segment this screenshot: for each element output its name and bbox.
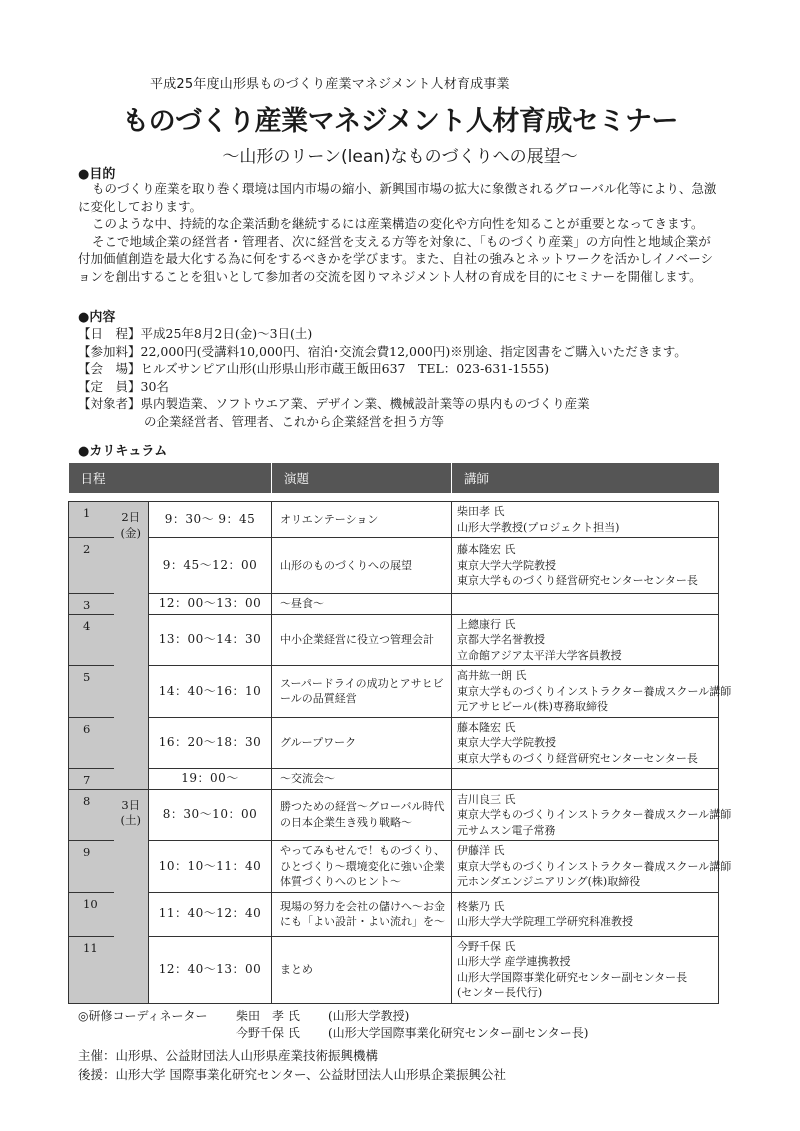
lecturer-line: 伊藤洋 氏: [457, 844, 505, 857]
lecturer-line: 東京大学大学院教授: [457, 736, 557, 749]
session-lecturer: [452, 666, 732, 718]
session-topic: やってみもせんで！ものづくり、ひとづくり～環境変化に強い企業体質づくりへのヒント～: [272, 841, 452, 893]
lecturer-line: 元アサヒビール(株)専務取締役: [457, 700, 608, 713]
info-target: 【対象者】県内製造業、ソフトウエア業、デザイン業、機械設計業等の県内ものづくり産業 の企業経営者、管理者、これから企業経営を担う方等: [78, 396, 590, 429]
coordinator-row-2: 今野千保 氏 (山形大学国際事業化研究センター副センター長): [236, 1026, 589, 1040]
lecturer-line: 今野千保 氏: [457, 939, 516, 953]
session-topic: まとめ: [272, 936, 452, 1003]
col-header-topic: 演題: [272, 463, 452, 493]
session-number: 4: [69, 614, 114, 666]
coordinators: [78, 1008, 758, 1042]
lecturer-line: 高井紘一朗 氏: [457, 669, 527, 682]
curriculum-row: [69, 789, 719, 841]
purpose-text: [78, 180, 718, 285]
day-label-2: 3日 (土): [114, 789, 149, 1003]
session-time: 9：45～12：00: [149, 538, 272, 594]
session-topic: オリエンテーション: [272, 502, 452, 538]
session-topic: 中小企業経営に役立つ管理会計: [272, 614, 452, 666]
curriculum-table: [68, 463, 732, 1004]
curriculum-row: [69, 892, 719, 936]
col-header-lecturer: 講師: [452, 463, 719, 493]
session-lecturer: [452, 538, 719, 594]
lecturer-line: 藤本隆宏 氏: [457, 543, 516, 557]
curriculum-row: [69, 936, 719, 1003]
page-title: ものづくり産業マネジメント人材育成セミナー: [122, 106, 678, 137]
session-lecturer: [452, 936, 719, 1003]
session-topic: グループワーク: [272, 717, 452, 769]
session-number: 1: [69, 502, 114, 538]
session-number: 6: [69, 717, 114, 769]
session-lecturer: [452, 502, 719, 538]
lecturer-line: (センター長代行): [457, 986, 543, 999]
session-time: 13：00～14：30: [149, 614, 272, 666]
session-time: 9：30～ 9：45: [149, 502, 272, 538]
session-time: 14：40～16：10: [149, 666, 272, 718]
content-heading: ●内容: [78, 310, 116, 325]
project-name: 平成25年度山形県ものづくり産業マネジメント人材育成事業: [150, 77, 510, 92]
curriculum-row: [69, 841, 719, 893]
content-info: [78, 325, 738, 431]
session-number: 5: [69, 666, 114, 718]
session-number: 9: [69, 841, 114, 893]
session-lecturer: [452, 594, 719, 615]
lecturer-line: 東京大学ものづくり経営研究センターセンター長: [457, 574, 698, 588]
curriculum-row: [69, 594, 719, 615]
day-label-1: 2日 (金): [114, 502, 149, 790]
lecturer-line: 東京大学ものづくり経営研究センターセンター長: [457, 751, 698, 765]
purpose-paragraph-2: このような中、持続的な企業活動を継続するには産業構造の変化や方向性を知ることが重要となってきます。: [92, 216, 704, 231]
info-schedule: 【日 程】平成25年8月2日(金)～3日(土): [78, 326, 313, 341]
info-capacity: 【定 員】30名: [78, 378, 169, 394]
info-fee: 【参加料】22,000円(受講料10,000円、宿泊･交流会費12,000円)※別途、指定図書をご購入いただきます。: [78, 343, 687, 359]
lecturer-line: 京都大学名誉教授: [457, 633, 546, 646]
footer: [78, 1046, 506, 1084]
lecturer-line: 東京大学大学院教授: [457, 558, 557, 572]
curriculum-row: [69, 666, 719, 718]
lecturer-line: 山形大学教授(プロジェクト担当): [457, 520, 620, 534]
organizer: 主催：山形県、公益財団法人山形県産業技術振興機構: [78, 1048, 379, 1063]
lecturer-line: 柊紫乃 氏: [457, 899, 505, 913]
lecturer-line: 東京大学ものづくりインストラクター養成スクール講師: [457, 808, 732, 821]
session-number: 10: [69, 892, 114, 936]
session-topic: ～交流会～: [272, 769, 452, 790]
supporter: 後援：山形大学 国際事業化研究センター、公益財団法人山形県企業振興公社: [78, 1067, 506, 1082]
session-number: 8: [69, 789, 114, 841]
lecturer-line: 吉川良三 氏: [457, 792, 516, 806]
lecturer-line: 山形大学 産学連携教授: [457, 955, 571, 968]
curriculum-heading: ●カリキュラム: [78, 444, 168, 459]
curriculum-row: [69, 502, 719, 538]
lecturer-line: 山形大学大学院理工学研究科准教授: [457, 915, 634, 928]
session-topic: スーパードライの成功とアサヒビールの品質経営: [272, 666, 452, 718]
lecturer-line: 藤本隆宏 氏: [457, 720, 516, 734]
session-topic: 現場の努力を会社の儲けへ～お金にも「よい設計・よい流れ」を～: [272, 892, 452, 936]
session-time: 11：40～12：40: [149, 892, 272, 936]
lecturer-line: 東京大学ものづくりインストラクター養成スクール講師: [457, 684, 732, 698]
purpose-paragraph-1: ものづくり産業を取り巻く環境は国内市場の縮小、新興国市場の拡大に象徴されるグローバル化等により、急激に変化しております。: [78, 181, 717, 214]
curriculum-row: [69, 717, 719, 769]
curriculum-row: [69, 538, 719, 594]
session-lecturer: [452, 769, 719, 790]
session-lecturer: [452, 614, 719, 666]
lecturer-line: 元サムスン電子常務: [457, 823, 556, 837]
purpose-paragraph-3: そこで地域企業の経営者・管理者、次に経営を支える方等を対象に、「ものづくり産業」の方向性と地域企業が付加価値創造を最大化する為に何をするべきかを学びます。また、自社の強みとネットワークを活かしイノベーションを創出することを狙いとして参加者の交流を図りマネジメント人材の育成を目的にセミナーを開催します。: [78, 233, 714, 284]
curriculum-row: [69, 614, 719, 666]
lecturer-line: 立命館アジア太平洋大学客員教授: [457, 648, 622, 662]
curriculum-body: [69, 502, 732, 1004]
purpose-heading: ●目的: [78, 167, 116, 182]
lecturer-line: 山形大学国際事業化研究センター副センター長: [457, 970, 688, 984]
session-number: 7: [69, 769, 114, 790]
session-topic: 山形のものづくりへの展望: [272, 538, 452, 594]
session-time: 19：00～: [149, 769, 272, 790]
coordinator-row-1: ◎研修コーディネーター 柴田 孝 氏 (山形大学教授): [78, 1009, 410, 1023]
lecturer-line: 上總康行 氏: [457, 617, 516, 631]
table-header: [69, 463, 719, 493]
session-time: 12：00～13：00: [149, 594, 272, 615]
session-time: 16：20～18：30: [149, 717, 272, 769]
session-time: 10：10～11：40: [149, 841, 272, 893]
lecturer-line: 東京大学ものづくりインストラクター養成スクール講師: [457, 859, 732, 873]
session-lecturer: [452, 789, 732, 841]
page-subtitle: ～山形のリーン(lean)なものづくりへの展望～: [222, 147, 578, 167]
session-time: 12：40～13：00: [149, 936, 272, 1003]
session-lecturer: [452, 841, 732, 893]
session-lecturer: [452, 717, 719, 769]
info-venue: 【会 場】ヒルズサンピア山形(山形県山形市蔵王飯田637 TEL：023-631-1555): [78, 361, 550, 377]
lecturer-line: 元ホンダエンジニアリング(株)取締役: [457, 875, 641, 888]
session-topic: ～昼食～: [272, 594, 452, 615]
session-lecturer: [452, 892, 719, 936]
session-number: 2: [69, 538, 114, 594]
session-number: 11: [69, 936, 114, 1003]
session-topic: 勝つための経営～グローバル時代の日本企業生き残り戦略～: [272, 789, 452, 841]
col-header-schedule: 日程: [69, 463, 272, 493]
curriculum-row: [69, 769, 719, 790]
session-time: 8：30～10：00: [149, 789, 272, 841]
lecturer-line: 柴田孝 氏: [457, 505, 505, 518]
session-number: 3: [69, 594, 114, 615]
